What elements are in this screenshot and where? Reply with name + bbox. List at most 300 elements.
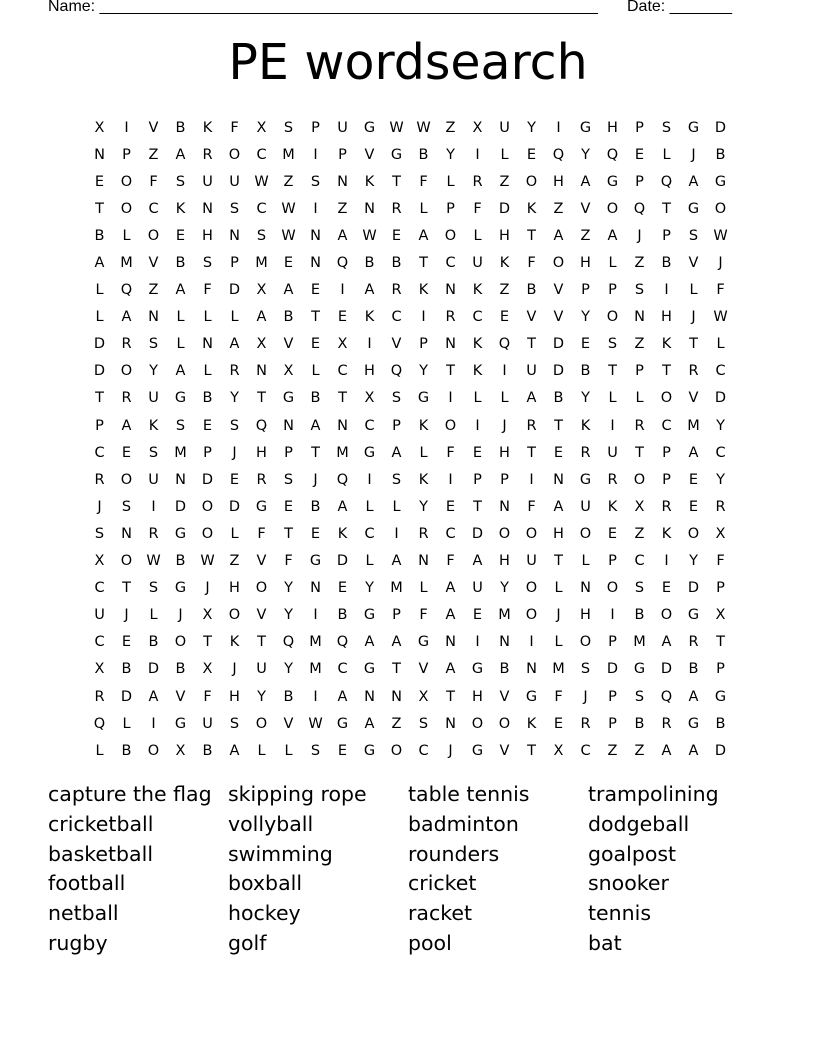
grid-letter: L: [608, 390, 617, 407]
grid-letter: Q: [120, 282, 133, 299]
grid-letter: C: [715, 363, 726, 380]
grid-letter: D: [147, 661, 160, 678]
grid-letter: Z: [634, 255, 645, 272]
grid-letter: S: [391, 471, 402, 488]
grid-letter: Y: [284, 661, 293, 678]
grid-letter: O: [606, 580, 619, 597]
grid-letter: Z: [229, 553, 240, 570]
grid-letter: T: [716, 634, 725, 651]
grid-letter: B: [94, 227, 105, 244]
word-list: [48, 780, 788, 959]
grid-letter: E: [94, 173, 105, 190]
grid-letter: P: [284, 444, 293, 461]
grid-letter: N: [445, 282, 456, 299]
grid-letter: N: [418, 553, 429, 570]
grid-letter: A: [688, 688, 699, 705]
grid-letter: T: [608, 363, 617, 380]
grid-letter: T: [311, 444, 320, 461]
grid-letter: K: [526, 715, 537, 732]
grid-letter: E: [688, 471, 699, 488]
grid-letter: Z: [607, 742, 618, 759]
grid-letter: E: [472, 444, 483, 461]
grid-letter: Z: [580, 227, 591, 244]
grid-letter: U: [526, 363, 537, 380]
grid-row: [86, 683, 734, 710]
grid-letter: E: [283, 255, 294, 272]
grid-letter: L: [284, 742, 293, 759]
grid-letter: Z: [445, 119, 456, 136]
grid-letter: R: [391, 200, 402, 217]
grid-letter: T: [392, 661, 401, 678]
grid-letter: N: [310, 227, 321, 244]
grid-letter: A: [526, 390, 537, 407]
grid-letter: D: [714, 119, 727, 136]
grid-letter: P: [311, 119, 320, 136]
grid-letter: T: [392, 173, 401, 190]
grid-letter: O: [525, 607, 538, 624]
grid-letter: O: [444, 417, 457, 434]
grid-letter: C: [472, 309, 483, 326]
grid-letter: O: [471, 715, 484, 732]
grid-letter: C: [94, 580, 105, 597]
grid-letter: C: [661, 417, 672, 434]
grid-letter: V: [283, 715, 294, 732]
word-list-item: bat: [588, 930, 622, 955]
grid-letter: B: [499, 661, 510, 678]
grid-letter: A: [445, 607, 456, 624]
grid-letter: N: [526, 661, 537, 678]
grid-letter: E: [283, 498, 294, 515]
grid-letter: V: [391, 336, 402, 353]
grid-letter: W: [281, 227, 296, 244]
grid-letter: B: [391, 255, 402, 272]
grid-letter: W: [389, 119, 404, 136]
grid-letter: B: [175, 255, 186, 272]
grid-letter: E: [121, 634, 132, 651]
grid-letter: B: [634, 607, 645, 624]
grid-letter: I: [475, 146, 480, 163]
grid-letter: T: [95, 200, 104, 217]
grid-letter: X: [256, 282, 267, 299]
grid-letter: P: [473, 471, 482, 488]
grid-row: [86, 466, 734, 493]
grid-row: [86, 710, 734, 737]
grid-letter: A: [310, 417, 321, 434]
grid-letter: Y: [446, 146, 455, 163]
grid-letter: O: [633, 471, 646, 488]
grid-letter: O: [498, 715, 511, 732]
grid-letter: L: [581, 553, 590, 570]
grid-letter: D: [552, 336, 565, 353]
grid-letter: S: [229, 417, 240, 434]
grid-row: [86, 412, 734, 439]
grid-letter: Y: [284, 580, 293, 597]
grid-letter: E: [580, 336, 591, 353]
grid-letter: I: [610, 607, 615, 624]
grid-letter: H: [202, 227, 213, 244]
grid-letter: T: [257, 634, 266, 651]
grid-letter: S: [580, 661, 591, 678]
grid-row: [86, 493, 734, 520]
grid-letter: V: [175, 688, 186, 705]
grid-letter: I: [124, 119, 129, 136]
grid-letter: X: [256, 336, 267, 353]
grid-letter: T: [689, 336, 698, 353]
word-list-item: racket: [408, 901, 473, 926]
grid-letter: A: [364, 715, 375, 732]
grid-letter: U: [229, 173, 240, 190]
word-list-item: boxball: [228, 871, 303, 896]
word-list-item: table tennis: [408, 782, 530, 806]
grid-letter: F: [419, 173, 428, 190]
grid-letter: S: [175, 417, 186, 434]
grid-letter: R: [256, 471, 267, 488]
grid-letter: L: [500, 390, 509, 407]
grid-letter: H: [661, 309, 672, 326]
grid-letter: X: [418, 688, 429, 705]
grid-letter: C: [256, 146, 267, 163]
grid-letter: X: [94, 119, 105, 136]
grid-letter: F: [149, 173, 158, 190]
grid-letter: N: [121, 525, 132, 542]
grid-letter: X: [175, 742, 186, 759]
grid-row: [86, 602, 734, 629]
grid-letter: W: [281, 200, 296, 217]
grid-letter: L: [473, 227, 482, 244]
grid-letter: E: [175, 227, 186, 244]
grid-letter: Q: [498, 336, 511, 353]
grid-letter: W: [308, 715, 323, 732]
grid-letter: G: [309, 553, 322, 570]
grid-letter: N: [445, 715, 456, 732]
grid-letter: D: [714, 742, 727, 759]
grid-letter: A: [688, 444, 699, 461]
grid-letter: L: [203, 363, 212, 380]
grid-letter: K: [364, 309, 375, 326]
grid-letter: G: [687, 607, 700, 624]
name-field: Name: ________________________________________________________: [48, 0, 598, 15]
grid-letter: E: [688, 498, 699, 515]
grid-letter: T: [554, 553, 563, 570]
grid-letter: D: [228, 282, 241, 299]
grid-letter: V: [580, 200, 591, 217]
grid-letter: V: [688, 390, 699, 407]
grid-letter: U: [580, 498, 591, 515]
grid-letter: B: [202, 742, 213, 759]
word-list-item: goalpost: [588, 841, 677, 866]
grid-letter: K: [229, 634, 240, 651]
grid-letter: H: [607, 119, 618, 136]
grid-letter: J: [313, 471, 318, 488]
word-list-item: dodgeball: [588, 811, 690, 836]
grid-letter: O: [120, 553, 133, 570]
grid-letter: Q: [660, 688, 673, 705]
grid-letter: P: [122, 146, 131, 163]
grid-letter: L: [176, 309, 185, 326]
grid-letter: S: [283, 119, 294, 136]
grid-letter: H: [553, 173, 564, 190]
grid-letter: V: [526, 309, 537, 326]
grid-letter: K: [472, 282, 483, 299]
grid-letter: K: [661, 336, 672, 353]
grid-letter: K: [526, 200, 537, 217]
grid-letter: K: [337, 525, 348, 542]
grid-letter: T: [338, 390, 347, 407]
word-list-item: rounders: [408, 841, 500, 866]
grid-letter: N: [256, 363, 267, 380]
grid-row: [86, 331, 734, 358]
word-list-item: rugby: [48, 930, 108, 955]
grid-letter: P: [581, 282, 590, 299]
grid-letter: A: [661, 634, 672, 651]
grid-letter: O: [552, 255, 565, 272]
grid-letter: F: [473, 200, 482, 217]
grid-letter: T: [446, 363, 455, 380]
grid-letter: S: [229, 200, 240, 217]
grid-letter: R: [121, 390, 132, 407]
grid-letter: Q: [552, 146, 565, 163]
grid-letter: Y: [419, 363, 428, 380]
grid-letter: K: [364, 173, 375, 190]
grid-letter: P: [392, 607, 401, 624]
grid-letter: V: [688, 255, 699, 272]
grid-letter: B: [310, 498, 321, 515]
grid-row: [86, 656, 734, 683]
word-list-item: netball: [48, 901, 119, 926]
grid-letter: S: [94, 525, 105, 542]
grid-letter: H: [499, 444, 510, 461]
grid-letter: G: [174, 580, 187, 597]
grid-letter: R: [688, 363, 699, 380]
grid-letter: B: [283, 309, 294, 326]
grid-letter: O: [147, 227, 160, 244]
grid-letter: U: [148, 390, 159, 407]
grid-letter: A: [688, 173, 699, 190]
grid-letter: L: [176, 336, 185, 353]
word-list-item: cricket: [408, 871, 477, 896]
grid-letter: R: [148, 525, 159, 542]
grid-letter: N: [391, 688, 402, 705]
grid-letter: R: [580, 444, 591, 461]
grid-letter: F: [230, 119, 239, 136]
grid-letter: L: [95, 309, 104, 326]
grid-letter: Q: [633, 200, 646, 217]
grid-letter: A: [391, 634, 402, 651]
grid-letter: O: [606, 200, 619, 217]
grid-letter: I: [367, 471, 372, 488]
grid-letter: L: [365, 553, 374, 570]
grid-letter: B: [553, 390, 564, 407]
grid-letter: W: [713, 227, 728, 244]
grid-letter: S: [229, 715, 240, 732]
grid-letter: G: [363, 119, 376, 136]
grid-letter: U: [526, 553, 537, 570]
grid-letter: C: [94, 634, 105, 651]
grid-letter: O: [606, 309, 619, 326]
grid-row: [86, 249, 734, 276]
grid-letter: X: [256, 119, 267, 136]
grid-letter: J: [718, 255, 723, 272]
grid-letter: G: [417, 390, 430, 407]
grid-letter: P: [635, 363, 644, 380]
grid-letter: O: [714, 200, 727, 217]
grid-letter: O: [120, 471, 133, 488]
grid-letter: N: [94, 146, 105, 163]
grid-letter: F: [716, 553, 725, 570]
grid-row: [86, 439, 734, 466]
grid-letter: K: [580, 417, 591, 434]
grid-letter: F: [203, 688, 212, 705]
grid-letter: E: [337, 742, 348, 759]
grid-letter: E: [526, 146, 537, 163]
grid-letter: G: [390, 146, 403, 163]
grid-letter: O: [228, 607, 241, 624]
grid-letter: U: [148, 471, 159, 488]
grid-letter: R: [526, 417, 537, 434]
grid-letter: Q: [336, 471, 349, 488]
grid-letter: V: [256, 553, 267, 570]
grid-letter: E: [310, 525, 321, 542]
grid-letter: A: [175, 363, 186, 380]
grid-row: [86, 195, 734, 222]
grid-letter: T: [527, 444, 536, 461]
grid-letter: O: [525, 173, 538, 190]
grid-letter: V: [364, 146, 375, 163]
grid-letter: D: [471, 525, 484, 542]
grid-letter: V: [499, 742, 510, 759]
grid-row: [86, 520, 734, 547]
grid-letter: G: [363, 607, 376, 624]
grid-letter: B: [202, 390, 213, 407]
grid-letter: Z: [634, 525, 645, 542]
grid-letter: B: [715, 146, 726, 163]
grid-letter: A: [148, 688, 159, 705]
grid-letter: C: [256, 200, 267, 217]
grid-letter: E: [229, 471, 240, 488]
grid-letter: K: [202, 119, 213, 136]
grid-letter: G: [606, 173, 619, 190]
grid-letter: G: [579, 471, 592, 488]
grid-letter: N: [229, 227, 240, 244]
grid-letter: X: [715, 607, 726, 624]
grid-letter: J: [448, 742, 453, 759]
grid-letter: M: [309, 634, 322, 651]
grid-letter: L: [419, 444, 428, 461]
grid-letter: M: [390, 580, 403, 597]
word-list-item: basketball: [48, 841, 154, 866]
grid-letter: U: [202, 173, 213, 190]
grid-letter: B: [175, 119, 186, 136]
grid-letter: N: [634, 309, 645, 326]
grid-letter: O: [255, 715, 268, 732]
grid-letter: R: [661, 715, 672, 732]
grid-letter: N: [580, 580, 591, 597]
grid-letter: P: [662, 444, 671, 461]
grid-letter: J: [232, 661, 237, 678]
grid-letter: O: [174, 634, 187, 651]
grid-letter: I: [475, 417, 480, 434]
grid-letter: D: [336, 553, 349, 570]
grid-letter: K: [148, 417, 159, 434]
word-list-item: cricketball: [48, 811, 154, 836]
grid-letter: L: [446, 173, 455, 190]
grid-letter: S: [148, 444, 159, 461]
grid-letter: V: [418, 661, 429, 678]
grid-letter: A: [661, 742, 672, 759]
grid-letter: O: [444, 227, 457, 244]
grid-letter: L: [230, 525, 239, 542]
grid-letter: Z: [499, 173, 510, 190]
grid-letter: C: [94, 444, 105, 461]
grid-letter: M: [687, 417, 700, 434]
grid-letter: T: [122, 580, 131, 597]
grid-letter: A: [553, 498, 564, 515]
grid-letter: J: [178, 607, 183, 624]
grid-letter: A: [391, 553, 402, 570]
grid-letter: Y: [230, 390, 239, 407]
grid-letter: G: [282, 390, 295, 407]
grid-letter: R: [715, 498, 726, 515]
grid-letter: Z: [148, 282, 159, 299]
grid-letter: E: [121, 444, 132, 461]
grid-letter: E: [310, 336, 321, 353]
grid-letter: S: [634, 688, 645, 705]
grid-letter: I: [475, 634, 480, 651]
grid-letter: M: [309, 661, 322, 678]
grid-row: [86, 114, 734, 141]
grid-letter: O: [579, 634, 592, 651]
grid-letter: C: [337, 363, 348, 380]
grid-letter: S: [688, 227, 699, 244]
grid-letter: Z: [634, 336, 645, 353]
grid-letter: O: [120, 363, 133, 380]
grid-letter: X: [202, 661, 213, 678]
grid-letter: K: [418, 471, 429, 488]
grid-letter: J: [691, 309, 696, 326]
grid-letter: B: [175, 661, 186, 678]
grid-letter: K: [175, 200, 186, 217]
grid-letter: A: [337, 688, 348, 705]
grid-letter: O: [228, 146, 241, 163]
grid-letter: O: [147, 742, 160, 759]
word-list-item: snooker: [588, 871, 669, 896]
grid-letter: A: [688, 742, 699, 759]
grid-letter: F: [554, 688, 563, 705]
grid-letter: W: [362, 227, 377, 244]
grid-letter: U: [256, 661, 267, 678]
grid-letter: I: [313, 200, 318, 217]
grid-letter: G: [174, 390, 187, 407]
grid-letter: Q: [606, 146, 619, 163]
grid-letter: G: [714, 688, 727, 705]
grid-letter: E: [337, 580, 348, 597]
grid-letter: O: [579, 525, 592, 542]
grid-letter: R: [634, 417, 645, 434]
grid-letter: N: [202, 200, 213, 217]
grid-letter: N: [499, 634, 510, 651]
grid-letter: Z: [148, 146, 159, 163]
grid-letter: D: [552, 363, 565, 380]
grid-letter: G: [471, 661, 484, 678]
grid-letter: P: [608, 634, 617, 651]
grid-letter: C: [634, 553, 645, 570]
grid-letter: M: [552, 661, 565, 678]
grid-letter: N: [337, 417, 348, 434]
grid-letter: P: [419, 336, 428, 353]
grid-letter: V: [499, 688, 510, 705]
grid-letter: L: [662, 146, 671, 163]
grid-letter: A: [364, 282, 375, 299]
